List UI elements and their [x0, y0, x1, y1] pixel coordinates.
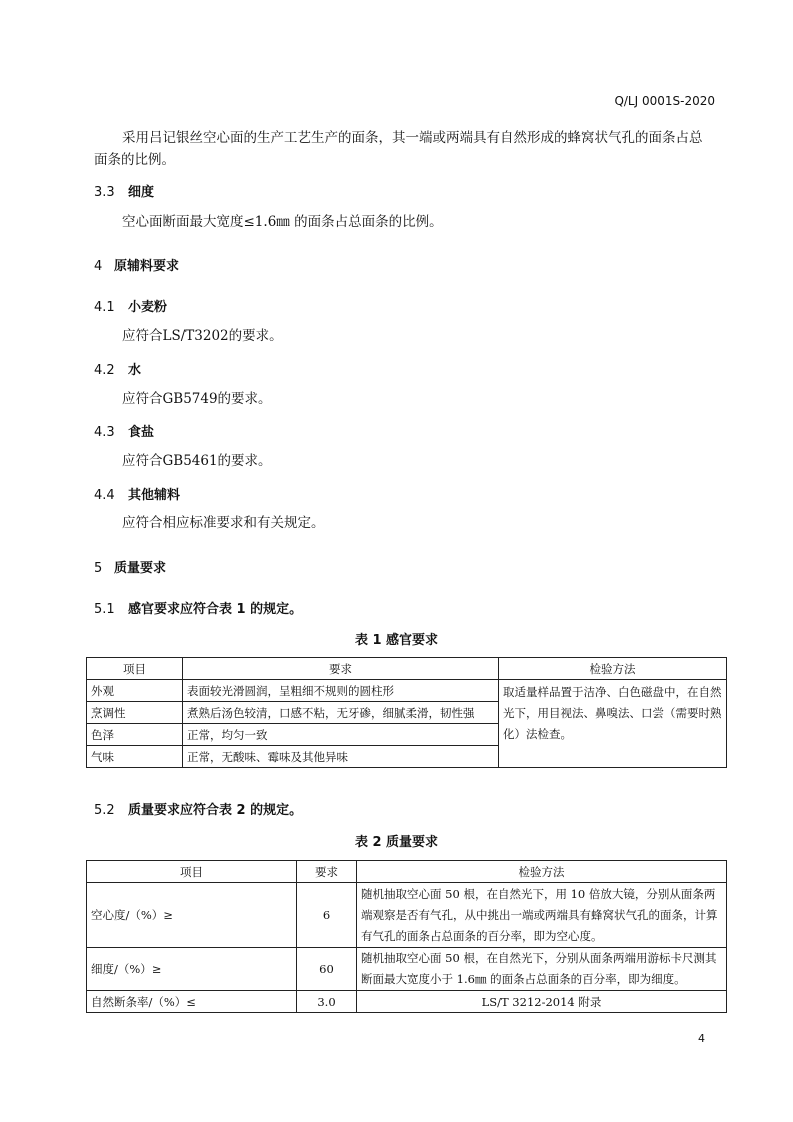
sensory-requirements-table: [86, 657, 727, 768]
section-number: 4.4: [94, 488, 115, 503]
section-number: 4.2: [94, 363, 115, 378]
row-item: 空心度/（%）≥: [87, 883, 297, 948]
section-title: 其他辅料: [128, 488, 181, 503]
table-2-caption: 表 2 质量要求: [354, 835, 439, 850]
section-5-2-heading: [94, 799, 302, 818]
page-number: 4: [698, 1032, 705, 1045]
section-title: 原辅料要求: [114, 259, 180, 274]
row-method: 随机抽取空心面 50 根，在自然光下，用 10 倍放大镜，分别从面条两端观察是否有气孔，从中挑出一端或两端具有蜂窝状气孔的面条，计算有气孔的面条占总面条的百分率，即为空心度。: [357, 883, 727, 948]
table-row: [87, 680, 727, 702]
row-item: 细度/（%）≥: [87, 948, 297, 991]
section-4-1-heading: [94, 296, 167, 315]
column-header-method: 检验方法: [499, 658, 727, 680]
table-row: [87, 883, 727, 948]
row-item: 烹调性: [87, 702, 183, 724]
section-4-2-text: 应符合GB5749的要求。: [122, 391, 272, 407]
section-4-3-text: 应符合GB5461的要求。: [122, 453, 272, 469]
section-number: 4: [94, 259, 103, 274]
section-number: 4.3: [94, 425, 115, 440]
section-title: 感官要求应符合表 1 的规定。: [128, 602, 303, 617]
document-code: Q/LJ 0001S-2020: [614, 94, 715, 108]
intro-line-2: 面条的比例。: [94, 152, 175, 168]
section-number: 5.1: [94, 602, 115, 617]
section-number: 5.2: [94, 803, 115, 818]
section-4-heading: [94, 255, 179, 274]
row-requirement: 6: [297, 883, 357, 948]
section-title: 细度: [128, 185, 155, 200]
section-number: 5: [94, 561, 103, 576]
intro-line-1: 采用吕记银丝空心面的生产工艺生产的面条，其一端或两端具有自然形成的蜂窝状气孔的面条占总: [122, 130, 703, 146]
row-requirement: 正常，均匀一致: [183, 724, 499, 746]
section-4-4-heading: [94, 484, 180, 503]
column-header-item: 项目: [87, 861, 297, 883]
inspection-method: 取适量样品置于洁净、白色磁盘中，在自然光下，用目视法、鼻嗅法、口尝（需要时熟化）法检查。: [499, 680, 727, 768]
section-title: 质量要求: [114, 561, 167, 576]
row-requirement: 表面较光滑圆润，呈粗细不规则的圆柱形: [183, 680, 499, 702]
table-header-row: [87, 861, 727, 883]
row-method: 随机抽取空心面 50 根，在自然光下，分别从面条两端用游标卡尺测其断面最大宽度小于 1.6㎜ 的面条占总面条的百分率，即为细度。: [357, 948, 727, 991]
section-3-3-text: 空心面断面最大宽度≤1.6㎜ 的面条占总面条的比例。: [122, 214, 443, 230]
column-header-requirement: 要求: [183, 658, 499, 680]
section-number: 3.3: [94, 185, 115, 200]
column-header-item: 项目: [87, 658, 183, 680]
table-row: [87, 948, 727, 991]
section-4-2-heading: [94, 359, 141, 378]
section-5-heading: [94, 557, 166, 576]
quality-requirements-table: [86, 860, 727, 1013]
column-header-requirement: 要求: [297, 861, 357, 883]
table-header-row: [87, 658, 727, 680]
section-4-4-text: 应符合相应标准要求和有关规定。: [122, 515, 325, 531]
section-4-3-heading: [94, 421, 154, 440]
row-requirement: 正常，无酸味、霉味及其他异味: [183, 746, 499, 768]
row-item: 气味: [87, 746, 183, 768]
section-title: 小麦粉: [128, 300, 168, 315]
column-header-method: 检验方法: [357, 861, 727, 883]
row-requirement: 煮熟后汤色较清，口感不粘，无牙碜，细腻柔滑，韧性强: [183, 702, 499, 724]
row-item: 自然断条率/（%）≤: [87, 991, 297, 1013]
row-item: 色泽: [87, 724, 183, 746]
row-item: 外观: [87, 680, 183, 702]
section-title: 质量要求应符合表 2 的规定。: [128, 803, 303, 818]
table-1-caption: 表 1 感官要求: [354, 633, 439, 648]
row-requirement: 60: [297, 948, 357, 991]
section-5-1-heading: [94, 598, 302, 617]
section-4-1-text: 应符合LS/T3202的要求。: [122, 328, 283, 344]
section-3-3-heading: [94, 181, 154, 200]
row-requirement: 3.0: [297, 991, 357, 1013]
table-row: [87, 991, 727, 1013]
row-method: LS/T 3212-2014 附录: [357, 991, 727, 1013]
section-title: 食盐: [128, 425, 155, 440]
section-number: 4.1: [94, 300, 115, 315]
section-title: 水: [128, 363, 142, 378]
